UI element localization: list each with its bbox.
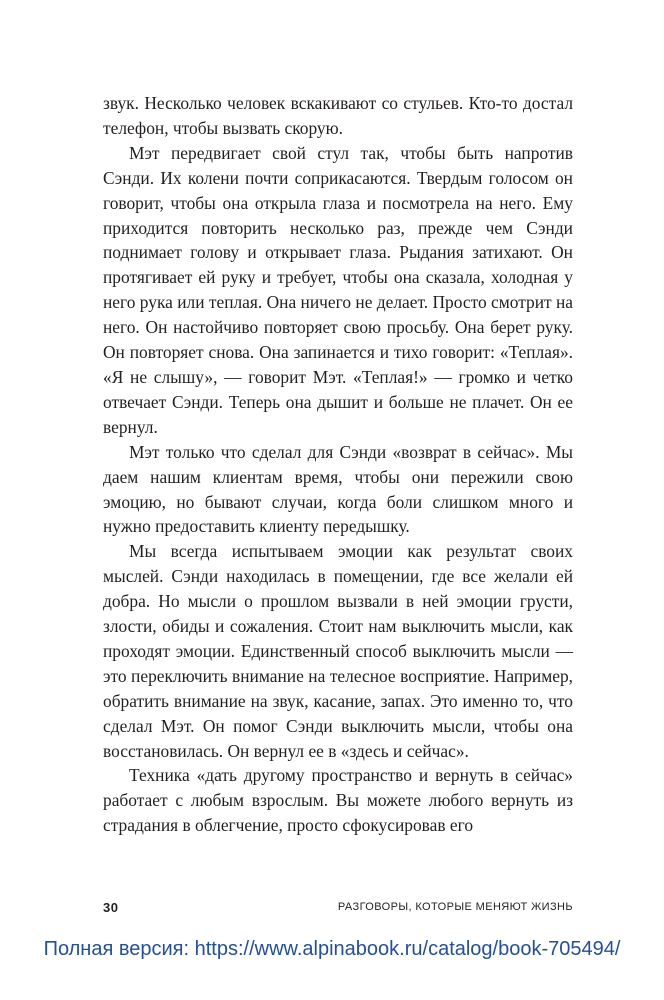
page-body xyxy=(103,91,573,838)
paragraph-2: Мэт передвигает свой стул так, чтобы быть напротив Сэнди. Их колени почти соприкасаются. Твердым голосом он говорит, чтобы она открыла глаза и посмотрела на него. Ему приходится повторить несколько раз, прежде чем Сэнди поднимает голову и открывает глаза. Рыдания затихают. Он протягивает ей руку и требует, чтобы она сказала, холодная у него рука или теплая. Она ничего не делает. Просто смотрит на него. Он настойчиво повторяет свою просьбу. Она берет руку. Он повторяет снова. Она запинается и тихо говорит: «Теплая». «Я не слышу», — говорит Мэт. «Теплая!» — громко и четко отвечает Сэнди. Теперь она дышит и больше не плачет. Он ее вернул. xyxy=(103,142,573,437)
page-number: 30 xyxy=(103,900,119,915)
paragraph-3: Мэт только что сделал для Сэнди «возврат в сейчас». Мы даем нашим клиентам время, чтобы они пережили свою эмоцию, но бывают случаи, когда боли слишком много и нужно предоставить клиенту передышку. xyxy=(103,441,573,537)
full-version-link[interactable]: Полная версия: https://www.alpinabook.ru/catalog/book-705494/ xyxy=(43,938,621,960)
running-title: РАЗГОВОРЫ, КОТОРЫЕ МЕНЯЮТ ЖИЗНЬ xyxy=(337,901,573,913)
paragraph-4: Мы всегда испытываем эмоции как результат своих мыслей. Сэнди находилась в помещении, где все желали ей добра. Но мысли о прошлом вызвали в ней эмоции грусти, злости, обиды и сожаления. Стоит нам выключить мысли, как проходят эмоции. Единственный способ выключить мысли — это переключить внимание на телесное восприятие. Например, обратить внимание на звук, касание, запах. Это именно то, что сделал Мэт. Он помог Сэнди выключить мысли, чтобы она восстановилась. Он вернул ее в «здесь и сейчас». xyxy=(103,541,573,761)
paragraph-1: звук. Несколько человек вскакивают со стульев. Кто-то достал телефон, чтобы вызвать скорую. xyxy=(103,93,573,138)
paragraph-5: Техника «дать другому пространство и вернуть в сейчас» работает с любым взрослым. Вы можете любого вернуть из страдания в облегчение, просто сфокусировав его xyxy=(103,765,573,836)
